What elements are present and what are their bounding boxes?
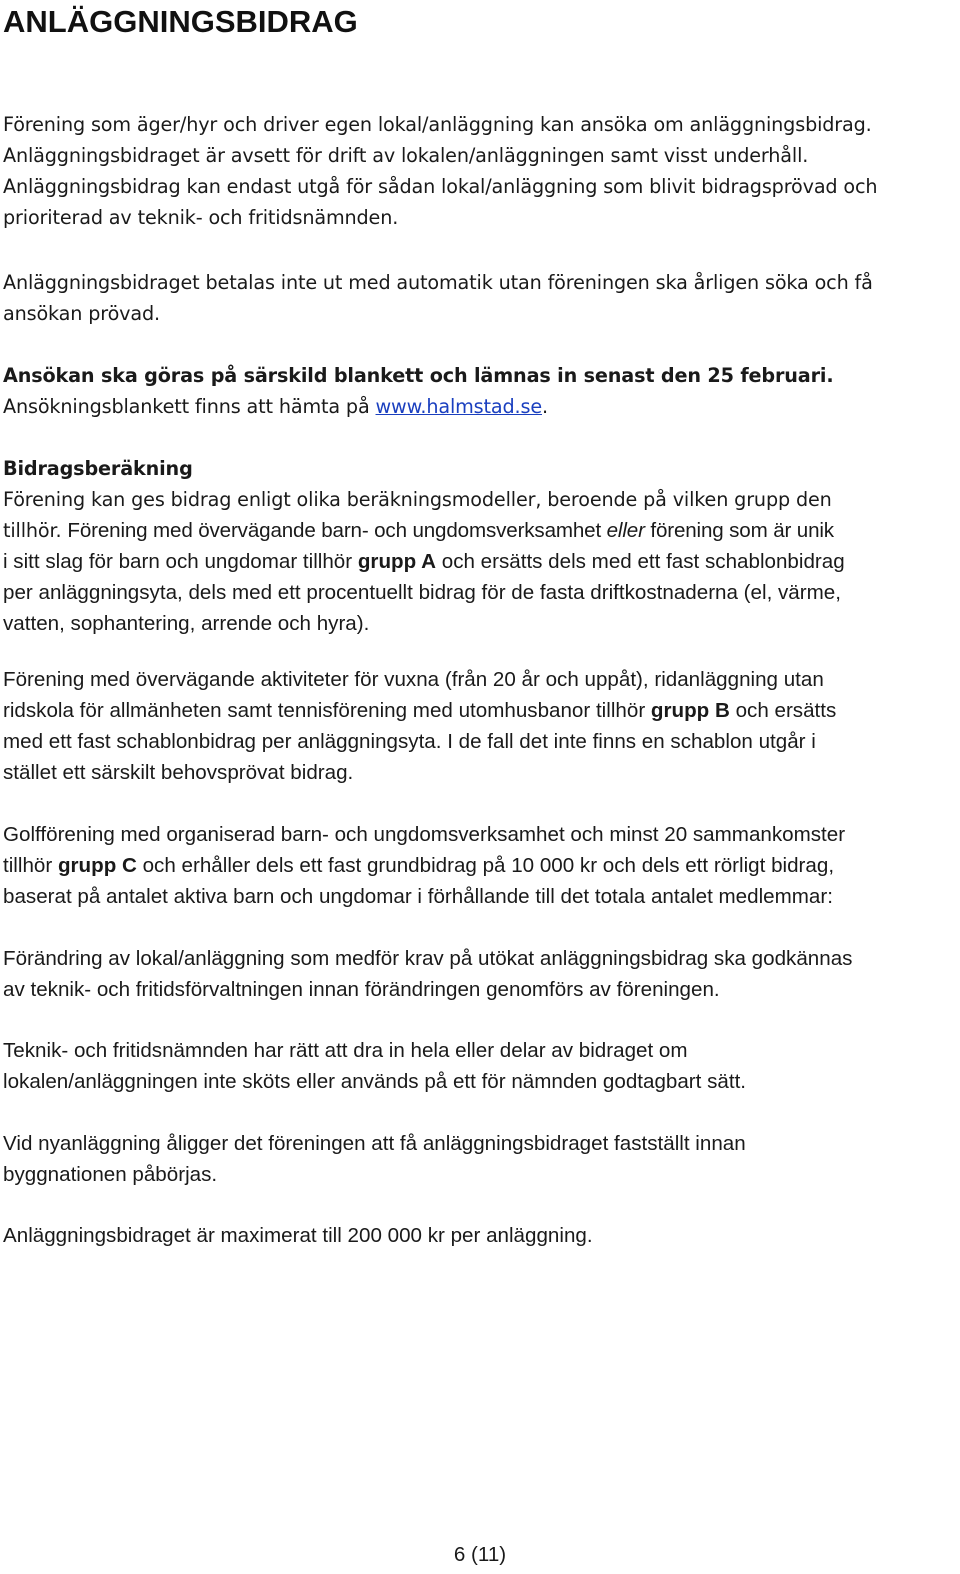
automatic-line-2: ansökan prövad.	[3, 302, 160, 325]
calc-line-2b: Förening med övervägande barn- och ungdomsverksamhet	[67, 519, 607, 542]
group-b-line-2a: ridskola för allmänheten samt tennisförening med utomhusbanor tillhör	[3, 699, 651, 722]
group-c-line-2a: tillhör	[3, 854, 58, 877]
calc-line-2d: förening som är unik	[644, 519, 834, 542]
intro-line-1: Förening som äger/hyr och driver egen lokal/anläggning kan ansöka om anläggningsbidrag.	[3, 113, 872, 136]
group-b-line-1: Förening med övervägande aktiviteter för vuxna (från 20 år och uppåt), ridanläggning utan	[3, 668, 824, 691]
group-c-line-3: baserat på antalet aktiva barn och ungdomar i förhållande till det totala antalet medlemmar:	[3, 885, 833, 908]
application-deadline: Ansökan ska göras på särskild blankett och lämnas in senast den 25 februari.	[3, 364, 834, 387]
calc-line-3	[3, 546, 957, 577]
change-paragraph	[3, 943, 957, 1005]
withdraw-paragraph	[3, 1035, 957, 1097]
new-build-line-1: Vid nyanläggning åligger det föreningen att få anläggningsbidraget fastställt innan	[3, 1132, 746, 1155]
group-b-paragraph	[3, 664, 957, 788]
withdraw-line-2: lokalen/anläggningen inte sköts eller används på ett för nämnden godtagbart sätt.	[3, 1070, 747, 1093]
max-paragraph	[3, 1220, 957, 1251]
group-b-line-2c: och ersätts	[729, 699, 837, 722]
group-c-label: grupp C	[57, 854, 137, 877]
change-line-1: Förändring av lokal/anläggning som medför krav på utökat anläggningsbidrag ska godkännas	[3, 947, 853, 970]
max-line-1: Anläggningsbidraget är maximerat till 200 000 kr per anläggning.	[3, 1224, 593, 1247]
new-build-paragraph	[3, 1128, 957, 1190]
group-c-paragraph	[3, 819, 957, 912]
calc-line-2	[3, 515, 957, 546]
intro-line-4: prioriterad av teknik- och fritidsnämnden.	[3, 206, 399, 229]
halmstad-link[interactable]: www.halmstad.se	[375, 395, 542, 418]
automatic-line-1: Anläggningsbidraget betalas inte ut med automatik utan föreningen ska årligen söka och få	[3, 271, 873, 294]
calc-line-1: Förening kan ges bidrag enligt olika beräkningsmodeller, beroende på vilken grupp den	[3, 488, 832, 511]
group-c-line-2	[3, 850, 957, 881]
change-line-2: av teknik- och fritidsförvaltningen innan förändringen genomförs av föreningen.	[3, 978, 720, 1001]
group-b-line-3: med ett fast schablonbidrag per anläggningsyta. I de fall det inte finns en schablon utgår i	[3, 730, 816, 753]
calc-line-4: per anläggningsyta, dels med ett procentuellt bidrag för de fasta driftkostnaderna (el, värme,	[3, 581, 841, 604]
application-form-prefix: Ansökningsblankett finns att hämta på	[3, 395, 376, 418]
group-c-line-2c: och erhåller dels ett fast grundbidrag på 10 000 kr och dels ett rörligt bidrag,	[136, 854, 835, 877]
group-b-label: grupp B	[650, 699, 730, 722]
calc-line-3c: och ersätts dels med ett fast schablonbidrag	[436, 550, 845, 573]
page-title: ANLÄGGNINGSBIDRAG	[3, 4, 358, 39]
calc-line-5: vatten, sophantering, arrende och hyra).	[3, 612, 370, 635]
calc-section	[3, 453, 957, 546]
group-b-line-2	[3, 695, 957, 726]
group-c-line-1: Golfförening med organiserad barn- och ungdomsverksamhet och minst 20 sammankomster	[3, 823, 846, 846]
new-build-line-2: byggnationen påbörjas.	[3, 1163, 218, 1186]
application-paragraph	[3, 360, 957, 422]
automatic-paragraph	[3, 267, 957, 329]
intro-paragraph	[3, 109, 957, 233]
calc-line-2c: eller	[606, 519, 645, 542]
group-a-lines	[3, 546, 957, 639]
calc-line-3a: i sitt slag för barn och ungdomar tillhör	[3, 550, 358, 573]
group-a-label: grupp A	[357, 550, 437, 573]
calc-line-2a: tillhör.	[3, 519, 68, 542]
withdraw-line-1: Teknik- och fritidsnämnden har rätt att dra in hela eller delar av bidraget om	[3, 1039, 688, 1062]
application-form-suffix: .	[541, 395, 548, 418]
intro-line-3: Anläggningsbidrag kan endast utgå för sådan lokal/anläggning som blivit bidragsprövad och	[3, 175, 878, 198]
group-b-line-4: stället ett särskilt behovsprövat bidrag.	[3, 761, 354, 784]
calc-heading: Bidragsberäkning	[3, 457, 193, 480]
intro-line-2: Anläggningsbidraget är avsett för drift av lokalen/anläggningen samt visst underhåll.	[3, 144, 809, 167]
page-number: 6 (11)	[453, 1543, 507, 1566]
application-form-line	[3, 391, 957, 422]
